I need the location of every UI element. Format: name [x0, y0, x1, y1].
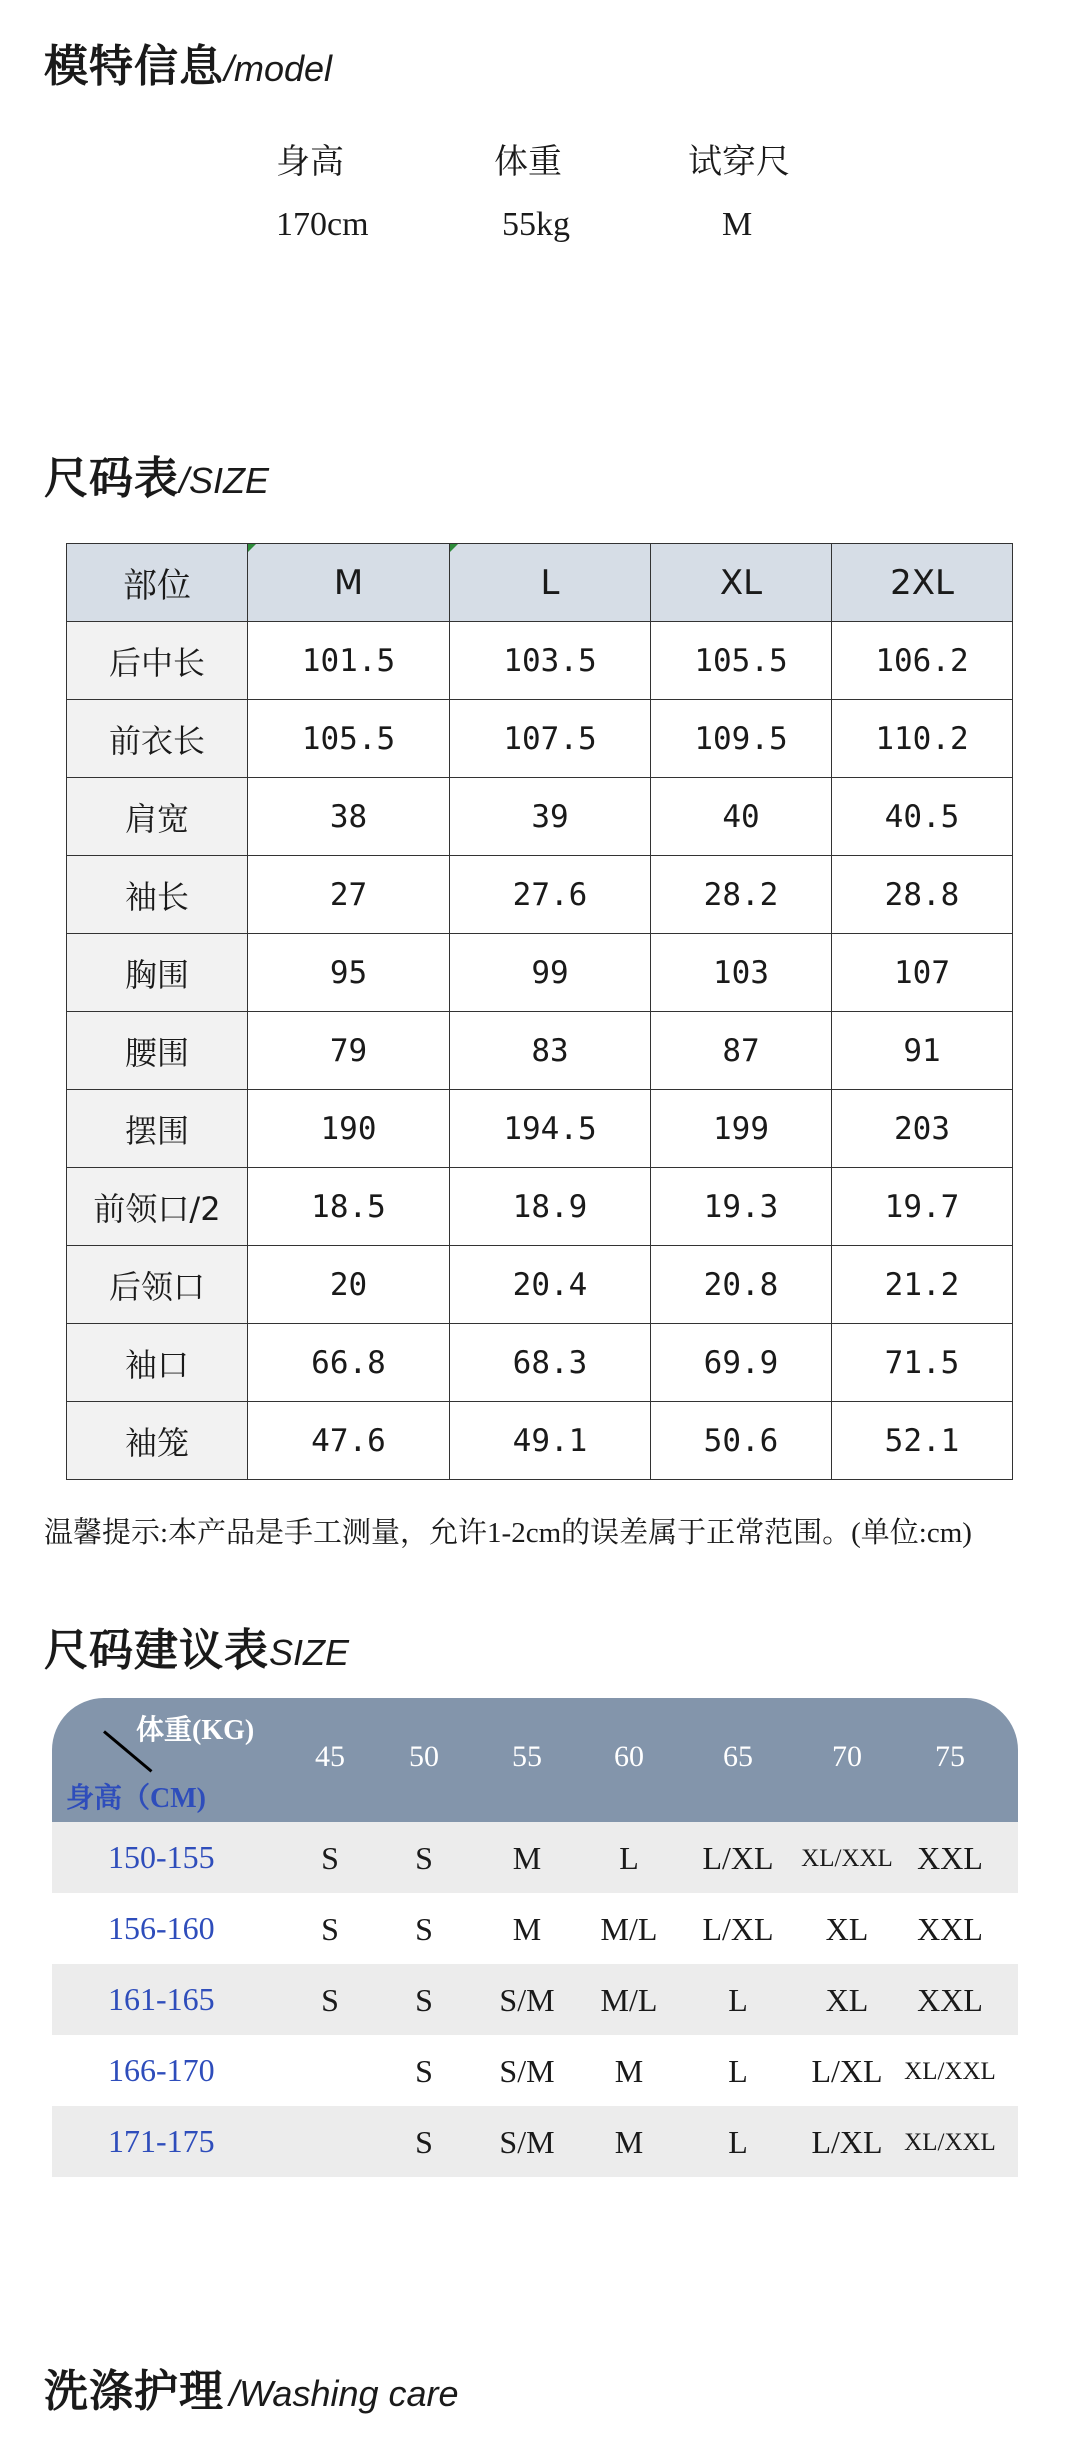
part-name-cell: 前衣长 — [67, 700, 248, 778]
table-row — [67, 934, 1013, 1012]
measurement-cell: 109.5 — [651, 700, 832, 778]
recommended-size-cell: S — [415, 2124, 433, 2160]
recommended-size-cell: XXL — [917, 1911, 983, 1947]
recommended-size-cell: XXL — [917, 1982, 983, 2018]
recommended-size-cell: S — [415, 1911, 433, 1947]
table-row — [67, 1012, 1013, 1090]
weight-column-header: 65 — [723, 1740, 753, 1773]
measurement-cell: 28.8 — [832, 856, 1013, 934]
measurement-cell: 106.2 — [832, 622, 1013, 700]
suggestion-section-title — [44, 1614, 349, 1678]
model-section-title — [44, 30, 332, 94]
recommended-size-cell: L — [728, 2053, 748, 2089]
weight-axis-label: 体重(KG) — [136, 1715, 255, 1746]
suggestion-title-zh: 尺码建议表 — [44, 1625, 269, 1676]
part-name-cell: 胸围 — [67, 934, 248, 1012]
measurement-cell: 107 — [832, 934, 1013, 1012]
recommended-size-cell: L/XL — [811, 2124, 883, 2160]
recommended-size-cell: L/XL — [702, 1840, 774, 1876]
recommended-size-cell: L — [728, 1982, 748, 2018]
recommended-size-cell: S — [415, 1840, 433, 1876]
weight-column-header: 75 — [935, 1740, 965, 1773]
header-part: 部位 — [67, 544, 248, 622]
recommended-size-cell: XXL — [917, 1840, 983, 1876]
recommended-size-cell: M — [512, 1840, 542, 1876]
model-value-size: M — [722, 206, 753, 243]
model-label-size: 试穿尺 — [688, 142, 790, 182]
part-name-cell: 后中长 — [67, 622, 248, 700]
recommended-size-cell: S/M — [499, 2053, 555, 2089]
measurement-cell: 194.5 — [450, 1090, 651, 1168]
recommended-size-cell: M — [614, 2053, 644, 2089]
measurement-cell: 203 — [832, 1090, 1013, 1168]
recommended-size-cell: M — [512, 1911, 542, 1947]
measurement-cell: 199 — [651, 1090, 832, 1168]
size-suggestion-table — [52, 1698, 1018, 2177]
table-row — [67, 856, 1013, 934]
header-size-xl: XL — [651, 544, 832, 622]
measurement-cell: 20 — [248, 1246, 450, 1324]
suggestion-row — [52, 2035, 1018, 2106]
measurement-cell: 18.9 — [450, 1168, 651, 1246]
weight-column-header: 45 — [315, 1740, 345, 1773]
measurement-cell: 20.4 — [450, 1246, 651, 1324]
recommended-size-cell: S — [415, 2053, 433, 2089]
measurement-cell: 27 — [248, 856, 450, 934]
weight-column-header: 50 — [409, 1740, 439, 1773]
measurement-cell: 40 — [651, 778, 832, 856]
recommended-size-cell: M/L — [600, 1911, 658, 1947]
measurement-cell: 91 — [832, 1012, 1013, 1090]
recommended-size-cell: M/L — [600, 1982, 658, 2018]
table-row — [67, 1090, 1013, 1168]
table-row — [67, 778, 1013, 856]
measurement-cell: 190 — [248, 1090, 450, 1168]
measurement-cell: 27.6 — [450, 856, 651, 934]
recommended-size-cell: S — [415, 1982, 433, 2018]
measurement-cell: 71.5 — [832, 1324, 1013, 1402]
suggestion-title-en: SIZE — [269, 1632, 350, 1673]
measurement-tip: 温馨提示:本产品是手工测量，允许1-2cm的误差属于正常范围。(单位:cm) — [44, 1517, 972, 1549]
measurement-cell: 101.5 — [248, 622, 450, 700]
measurement-cell: 18.5 — [248, 1168, 450, 1246]
height-range-cell: 171-175 — [108, 2123, 215, 2159]
measurement-cell: 105.5 — [651, 622, 832, 700]
measurement-cell: 40.5 — [832, 778, 1013, 856]
measurement-cell: 107.5 — [450, 700, 651, 778]
table-row — [67, 1324, 1013, 1402]
measurement-cell: 21.2 — [832, 1246, 1013, 1324]
suggestion-row — [52, 1964, 1018, 2035]
part-name-cell: 摆围 — [67, 1090, 248, 1168]
suggestion-row — [52, 2106, 1018, 2177]
care-title-zh: 洗涤护理 — [44, 2366, 224, 2417]
recommended-size-cell: L — [728, 2124, 748, 2160]
header-size-l: L — [450, 544, 651, 622]
height-axis-label: 身高（CM) — [66, 1783, 206, 1814]
table-row — [67, 622, 1013, 700]
model-label-weight: 体重 — [494, 142, 562, 182]
part-name-cell: 前领口/2 — [67, 1168, 248, 1246]
measurement-cell: 50.6 — [651, 1402, 832, 1480]
measurement-cell: 39 — [450, 778, 651, 856]
measurement-cell: 20.8 — [651, 1246, 832, 1324]
measurement-cell: 103 — [651, 934, 832, 1012]
height-range-cell: 156-160 — [108, 1910, 215, 1946]
table-row — [67, 1168, 1013, 1246]
header-size-m: M — [248, 544, 450, 622]
recommended-size-cell: S — [321, 1911, 339, 1947]
part-name-cell: 肩宽 — [67, 778, 248, 856]
model-title-en: /model — [224, 48, 333, 89]
measurement-cell: 87 — [651, 1012, 832, 1090]
measurement-cell: 28.2 — [651, 856, 832, 934]
recommended-size-cell: XL/XXL — [904, 2058, 996, 2085]
measurement-cell: 110.2 — [832, 700, 1013, 778]
recommended-size-cell: L/XL — [811, 2053, 883, 2089]
measurement-cell: 83 — [450, 1012, 651, 1090]
suggestion-row — [52, 1893, 1018, 1964]
size-title-en: /SIZE — [179, 460, 270, 501]
model-value-weight: 55kg — [502, 206, 570, 243]
header-size-2xl: 2XL — [832, 544, 1013, 622]
height-range-cell: 150-155 — [108, 1839, 215, 1875]
suggestion-row — [52, 1822, 1018, 1893]
recommended-size-cell: S/M — [499, 2124, 555, 2160]
recommended-size-cell: XL — [825, 1982, 869, 2018]
recommended-size-cell: S/M — [499, 1982, 555, 2018]
suggestion-header — [52, 1698, 1018, 1822]
measurement-cell: 38 — [248, 778, 450, 856]
care-section-title — [44, 2355, 459, 2419]
measurement-cell: 66.8 — [248, 1324, 450, 1402]
recommended-size-cell: S — [321, 1840, 339, 1876]
model-label-height: 身高 — [276, 142, 344, 182]
recommended-size-cell: S — [321, 1982, 339, 2018]
table-row — [67, 700, 1013, 778]
table-row — [67, 1402, 1013, 1480]
recommended-size-cell: XL/XXL — [801, 1845, 893, 1872]
part-name-cell: 袖口 — [67, 1324, 248, 1402]
size-section-title — [44, 442, 269, 506]
recommended-size-cell: L — [619, 1840, 639, 1876]
measurement-cell: 105.5 — [248, 700, 450, 778]
recommended-size-cell: XL/XXL — [904, 2129, 996, 2156]
measurement-cell: 69.9 — [651, 1324, 832, 1402]
measurement-cell: 68.3 — [450, 1324, 651, 1402]
size-table — [66, 543, 1013, 1480]
recommended-size-cell: XL — [825, 1911, 869, 1947]
part-name-cell: 袖笼 — [67, 1402, 248, 1480]
height-range-cell: 161-165 — [108, 1981, 215, 2017]
part-name-cell: 后领口 — [67, 1246, 248, 1324]
measurement-cell: 19.7 — [832, 1168, 1013, 1246]
measurement-cell: 95 — [248, 934, 450, 1012]
size-table-header-row — [67, 544, 1013, 622]
measurement-cell: 52.1 — [832, 1402, 1013, 1480]
weight-column-header: 55 — [512, 1740, 542, 1773]
height-range-cell: 166-170 — [108, 2052, 215, 2088]
measurement-cell: 47.6 — [248, 1402, 450, 1480]
measurement-cell: 79 — [248, 1012, 450, 1090]
model-title-zh: 模特信息 — [44, 41, 224, 92]
measurement-cell: 103.5 — [450, 622, 651, 700]
recommended-size-cell: M — [614, 2124, 644, 2160]
recommended-size-cell: L/XL — [702, 1911, 774, 1947]
measurement-cell: 49.1 — [450, 1402, 651, 1480]
measurement-cell: 99 — [450, 934, 651, 1012]
weight-column-header: 70 — [832, 1740, 862, 1773]
size-title-zh: 尺码表 — [44, 453, 179, 504]
weight-column-header: 60 — [614, 1740, 644, 1773]
part-name-cell: 袖长 — [67, 856, 248, 934]
table-row — [67, 1246, 1013, 1324]
model-value-height: 170cm — [276, 206, 369, 243]
part-name-cell: 腰围 — [67, 1012, 248, 1090]
care-title-en: /Washing care — [229, 2373, 459, 2414]
measurement-cell: 19.3 — [651, 1168, 832, 1246]
